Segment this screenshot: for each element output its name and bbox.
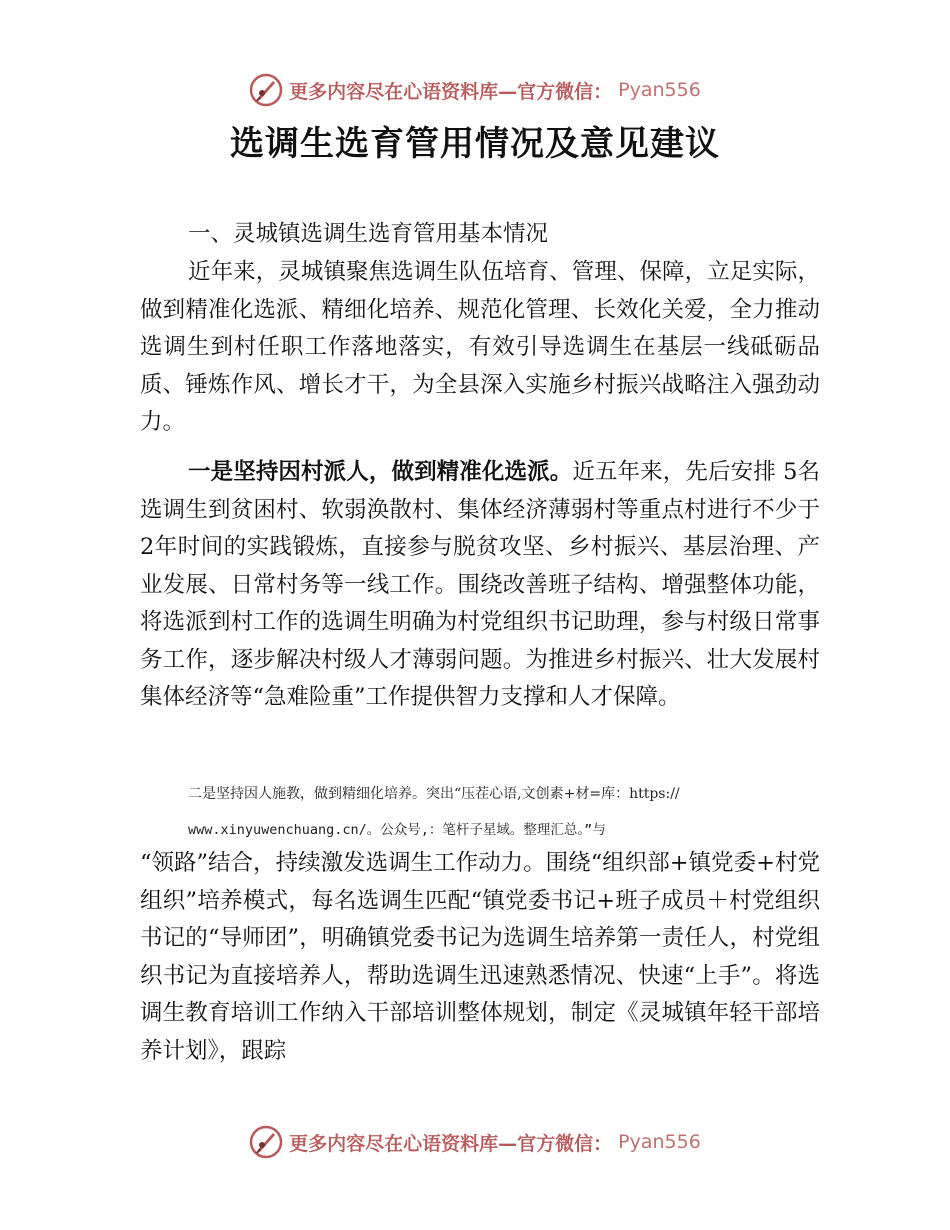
paragraph-2-lead: 一是坚持因村派人，做到精准化选派。 <box>188 459 573 485</box>
section-heading: 一、灵城镇选调生选育管用基本情况 <box>188 221 549 247</box>
inserted-note-line-1: 二是坚持因人施教，做到精细化培养。突出“压茬心语,文创素+材=库：https:// <box>188 786 680 802</box>
document-title: 选调生选育管用情况及意见建议 <box>230 124 720 164</box>
banner-wechat-id: Pyan556 <box>618 1131 701 1153</box>
banner-text: 更多内容尽在心语资料库—官方微信： <box>289 1132 613 1155</box>
footer-watermark-banner <box>0 1122 950 1162</box>
banner-wechat-id: Pyan556 <box>618 79 701 101</box>
quill-seal-icon <box>249 73 283 107</box>
quill-seal-icon <box>249 1125 283 1159</box>
paragraph-2 <box>140 454 820 717</box>
inserted-note-line-2: www.xinyuwenchuang.cn/。公众号,：笔杆子星域。整理汇总。”与 <box>188 822 606 838</box>
header-watermark-banner <box>0 70 950 110</box>
paragraph-3: “领路”结合，持续激发选调生工作动力。围绕“组织部+镇党委+村党组织”培养模式，每名选调生匹配“镇党委书记+班子成员＋村党组织书记的“导师团”，明确镇党委书记为选调生培养第一责任人，村党组织书记为直接培养人，帮助选调生迅速熟悉情况、快速“上手”。将选调生教育培训工作纳入干部培训整体规划，制定《灵城镇年轻干部培养计划》，跟踪 <box>140 850 820 1064</box>
paragraph-2-body: 近五年来，先后安排 5名选调生到贫困村、软弱涣散村、集体经济薄弱村等重点村进行不少于 2年时间的实践锻炼，直接参与脱贫攻坚、乡村振兴、基层治理、产业发展、日常村务等一线工作。围绕改善班子结构、增强整体功能，将选派到村工作的选调生明确为村党组织书记助理，参与村级日常事务工作，逐步解决村级人才薄弱问题。为推进乡村振兴、壮大发展村集体经济等“急难险重”工作提供智力支撑和人才保障。 <box>140 459 820 710</box>
paragraph-1: 近年来，灵城镇聚焦选调生队伍培育、管理、保障，立足实际，做到精准化选派、精细化培养、规范化管理、长效化关爱，全力推动选调生到村任职工作落地落实，有效引导选调生在基层一线砥砺品质、锤炼作风、增长才干，为全县深入实施乡村振兴战略注入强劲动力。 <box>140 259 820 435</box>
banner-text: 更多内容尽在心语资料库—官方微信： <box>289 80 613 103</box>
